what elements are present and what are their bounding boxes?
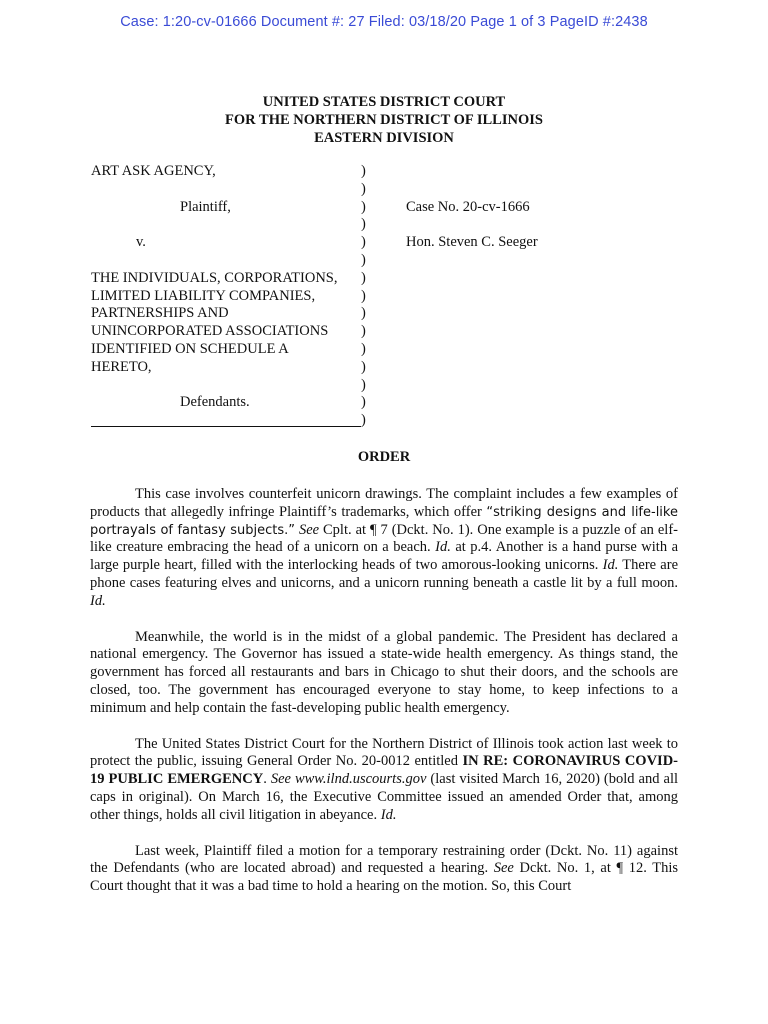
caption-row (91, 163, 691, 181)
caption-paren: ) (361, 358, 366, 375)
caption-paren: ) (361, 376, 366, 393)
caption-row (91, 359, 691, 377)
general-order-title: IN RE: CORONAVIRUS COVID-19 PUBLIC EMERGENCY (90, 753, 678, 788)
court-heading (0, 93, 768, 147)
text-run: There are phone cases featuring elves and unicorns, and a unicorn running beneath a castle lit by a full moon. (90, 557, 679, 591)
caption-row (91, 252, 691, 270)
order-body (90, 486, 678, 914)
defendant-line: PARTNERSHIPS AND (91, 305, 229, 322)
caption-paren: ) (361, 340, 366, 357)
caption-row (91, 199, 691, 217)
caption-row (91, 412, 691, 430)
caption-paren: ) (361, 269, 366, 286)
judge-name: Hon. Steven C. Seeger (406, 234, 538, 251)
citation-signal: See (493, 860, 514, 877)
text-run: Dckt. No. 1, at ¶ 12. This Court thought that it was a bad time to hold a hearing on the motion. So, this Court (90, 860, 678, 895)
paragraph-4 (90, 843, 678, 896)
order-title: ORDER (357, 449, 411, 465)
caption-paren: ) (361, 323, 366, 340)
plaintiff-role: Plaintiff, (180, 198, 231, 215)
defendant-role: Defendants. (180, 394, 250, 411)
case-number: Case No. 20-cv-1666 (406, 198, 530, 215)
text-run: This case involves counterfeit unicorn drawings. The complaint includes a few examples of products that allegedly infringe Plaintiff’s trademarks, which offer (90, 486, 678, 520)
case-caption (91, 163, 691, 430)
caption-row (91, 323, 691, 341)
defendant-line: IDENTIFIED ON SCHEDULE A (91, 340, 289, 357)
text-run: . (263, 771, 271, 788)
court-line-3: EASTERN DIVISION (314, 130, 454, 146)
caption-paren: ) (361, 198, 366, 215)
paragraph-1 (90, 486, 678, 611)
plaintiff-name: ART ASK AGENCY, (91, 163, 216, 179)
caption-paren: ) (361, 216, 366, 233)
citation-signal: Id. (435, 539, 451, 556)
citation-signal: Id. (380, 806, 397, 823)
caption-row (91, 234, 691, 252)
citation-signal: Id. (602, 557, 619, 574)
caption-row (91, 341, 691, 359)
caption-paren: ) (361, 163, 366, 179)
defendant-line: LIMITED LIABILITY COMPANIES, (91, 287, 316, 304)
defendant-line: THE INDIVIDUALS, CORPORATIONS, (91, 269, 338, 286)
citation-signal: See (298, 521, 320, 538)
citation-signal: Id. (90, 592, 106, 609)
text-run: Last week, Plaintiff filed a motion for a temporary restraining order (Dckt. No. 11) against the Defendants (who are located abroad) and requested a hearing. (90, 842, 678, 877)
filing-header-stamp: Case: 1:20-cv-01666 Document #: 27 Filed: 03/18/20 Page 1 of 3 PageID #:2438 (120, 14, 648, 30)
quoted-text: “striking designs and life-like portrayals of fantasy subjects.” (90, 504, 678, 538)
caption-row (91, 288, 691, 306)
caption-row (91, 270, 691, 288)
court-line-2: FOR THE NORTHERN DISTRICT OF ILLINOIS (225, 112, 543, 128)
caption-row (91, 216, 691, 234)
caption-row (91, 377, 691, 395)
court-website-citation: See www.ilnd.uscourts.gov (270, 771, 427, 788)
caption-row (91, 394, 691, 412)
caption-row (91, 305, 691, 323)
caption-paren: ) (361, 305, 366, 322)
paragraph-2: Meanwhile, the world is in the midst of a global pandemic. The President has declared a national emergency. The Governor has issued a state-wide health emergency. As things stand, the government has forced all restaurants and bars in Chicago to shut their doors, and the schools are closed, too. The government has encouraged everyone to stay home, to keep infections to a minimum and help contain the fast-developing public health emergency. (90, 628, 678, 716)
caption-paren: ) (361, 180, 366, 197)
caption-row (91, 181, 691, 199)
caption-paren: ) (361, 287, 366, 304)
defendant-line: HERETO, (91, 358, 152, 375)
text-run: at p.4. Another is a hand purse with a large purple heart, filled with the interlocking heads of two amorous-looking unicorns. (90, 539, 678, 574)
caption-rule (91, 426, 361, 427)
text-run: The United States District Court for the Northern District of Illinois took action last week to protect the public, issuing General Order No. 20-0012 entitled (90, 735, 678, 770)
caption-paren: ) (361, 251, 366, 268)
caption-paren: ) (361, 412, 366, 429)
court-line-1: UNITED STATES DISTRICT COURT (262, 94, 506, 110)
text-run: Cplt. at ¶ 7 (Dckt. No. 1). One example is a puzzle of an elf-like creature embracing the head of a unicorn on a beach. (90, 521, 678, 556)
caption-paren: ) (361, 394, 366, 411)
caption-paren: ) (361, 234, 366, 251)
defendant-line: UNINCORPORATED ASSOCIATIONS (91, 323, 329, 340)
paragraph-3 (90, 736, 678, 825)
versus: v. (136, 234, 146, 251)
text-run: (last visited March 16, 2020) (bold and all caps in original). On March 16, the Executive Committee issued an amended Order that, among other things, holds all civil litigation in abeyance. (90, 771, 678, 823)
